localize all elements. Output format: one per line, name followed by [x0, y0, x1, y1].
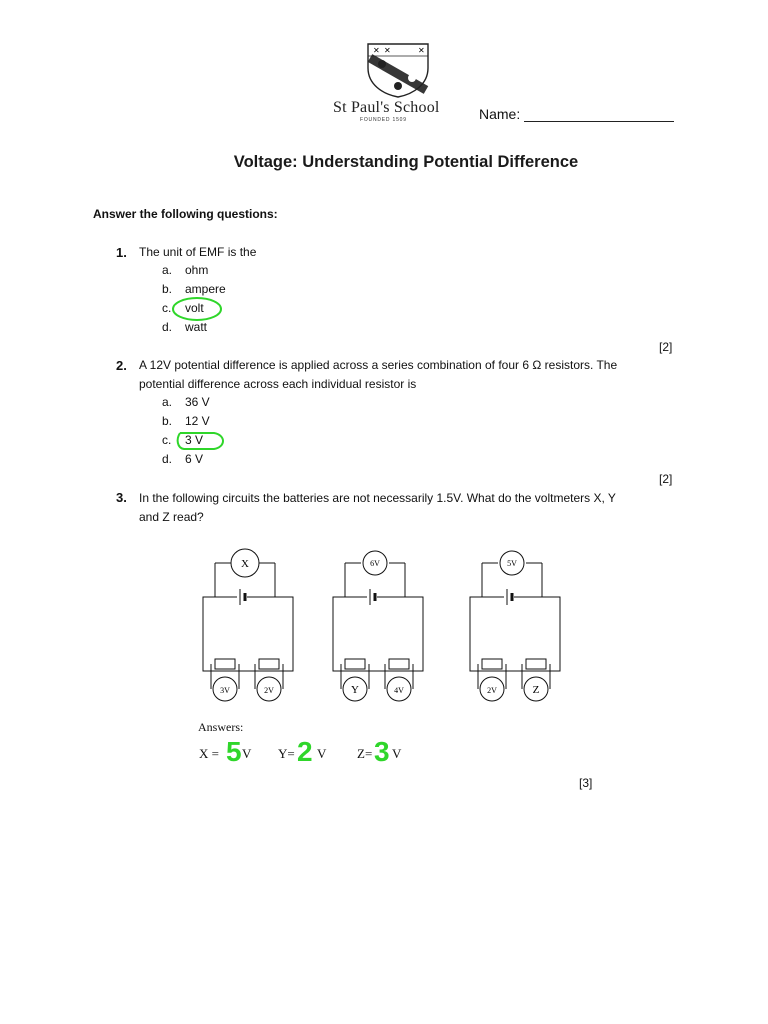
school-founded: FOUNDED 1509	[360, 117, 407, 123]
q2-text-line2: potential difference across each individual resistor is	[139, 377, 417, 391]
circuit-1-right-meter-label: 2V	[264, 686, 274, 695]
circuit-3-top-meter-label: 5V	[507, 559, 517, 568]
circuit-2-right-meter-label: 4V	[394, 686, 404, 695]
answers-label: Answers:	[198, 720, 244, 734]
q2-text-line1: A 12V potential difference is applied across a series combination of four 6 Ω resistors. The	[139, 358, 618, 372]
school-name: St Paul's School	[333, 99, 440, 116]
q1-text: The unit of EMF is the	[139, 245, 257, 259]
q2-option-a: a. 36 V	[162, 395, 210, 409]
q3-text-line1: In the following circuits the batteries are not necessarily 1.5V. What do the voltmeters X, Y	[139, 491, 616, 505]
q3-text-line2: and Z read?	[139, 510, 204, 524]
answer-x-unit: V	[242, 746, 252, 761]
circuit-1-left-meter-label: 3V	[220, 686, 230, 695]
q1-option-b: b. ampere	[162, 282, 226, 296]
school-crest	[362, 42, 434, 98]
answer-z-label: Z=	[357, 746, 373, 761]
q1-marks: [2]	[659, 340, 673, 354]
answer-z-unit: V	[392, 746, 402, 761]
circuit-diagrams	[195, 545, 575, 710]
circuit-3-right-meter-label: Z	[532, 684, 540, 696]
answer-y-label: Y=	[278, 746, 295, 761]
answer-z-value: 3	[374, 736, 390, 767]
circuit-3	[470, 551, 560, 701]
answer-x-value: 5	[226, 736, 242, 767]
instruction: Answer the following questions:	[93, 207, 278, 221]
q1-option-a: a. ohm	[162, 263, 209, 277]
svg-text:✕: ✕	[384, 46, 391, 55]
page-title: Voltage: Understanding Potential Difference	[233, 153, 579, 171]
answer-y-unit: V	[317, 746, 327, 761]
svg-text:✕: ✕	[418, 46, 425, 55]
q2-answer-circle	[174, 429, 228, 453]
circuit-2-resistor-right	[389, 659, 409, 669]
q1-option-c: c. volt	[162, 301, 204, 315]
circuit-1-resistor-left	[215, 659, 235, 669]
circuit-1-top-meter-label: X	[241, 558, 249, 570]
circuit-1	[203, 549, 293, 701]
q3-marks: [3]	[579, 776, 593, 790]
answer-y-value: 2	[297, 736, 313, 767]
circuit-2-left-meter-label: Y	[351, 684, 359, 696]
name-label: Name:	[479, 106, 521, 122]
svg-text:✕: ✕	[373, 46, 380, 55]
q1-number: 1.	[116, 245, 127, 260]
circuit-2	[333, 551, 423, 701]
q2-option-d: d. 6 V	[162, 452, 204, 466]
q2-option-c: c. 3 V	[162, 433, 204, 447]
q2-option-b: b. 12 V	[162, 414, 210, 428]
name-blank-line[interactable]	[524, 107, 674, 122]
q1-option-d: d. watt	[162, 320, 208, 334]
circuit-3-left-meter-label: 2V	[487, 686, 497, 695]
q2-marks: [2]	[659, 472, 673, 486]
q1-answer-circle	[170, 295, 224, 323]
circuit-3-resistor-right	[526, 659, 546, 669]
circuit-1-resistor-right	[259, 659, 279, 669]
circuit-2-top-meter-label: 6V	[370, 559, 380, 568]
q3-number: 3.	[116, 490, 127, 505]
answer-x-label: X =	[199, 746, 219, 761]
name-field[interactable]	[479, 106, 674, 122]
circuit-2-resistor-left	[345, 659, 365, 669]
q2-number: 2.	[116, 358, 127, 373]
circuit-3-resistor-left	[482, 659, 502, 669]
